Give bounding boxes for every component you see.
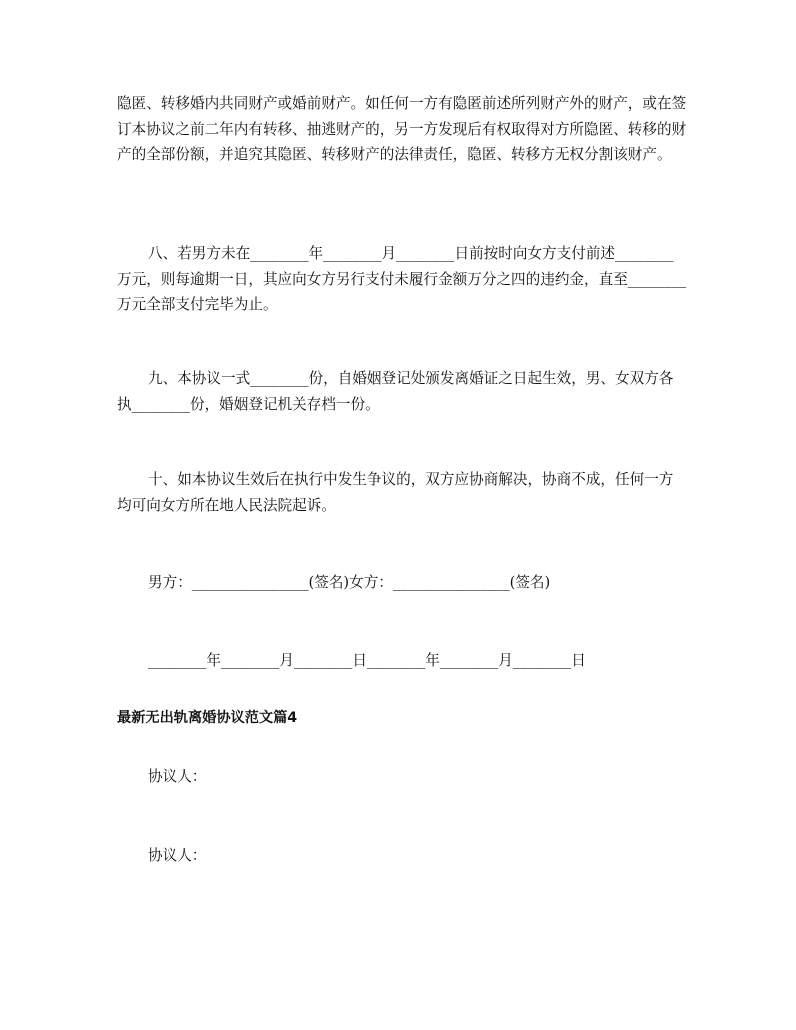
section-heading: 最新无出轨离婚协议范文篇4 <box>117 710 298 726</box>
party-label-second: 协议人： <box>148 847 207 864</box>
clause-eight-paragraph: 八、若男方未在________年________月________日前按时向女方支付前述________万元，则每逾期一日，其应向女方另行支付未履行金额万分之四的违约金，直至________万元全部支付完毕为止。 <box>117 245 687 313</box>
party-label-first: 协议人： <box>148 768 207 785</box>
clause-nine-paragraph: 九、本协议一式________份，自婚姻登记处颁发离婚证之日起生效，男、女双方各执________份，婚姻登记机关存档一份。 <box>117 370 674 413</box>
date-line: ________年________月________日________年________月________日 <box>148 652 586 669</box>
paragraph-property-concealment: 隐匿、转移婚内共同财产或婚前财产。如任何一方有隐匿前述所列财产外的财产，或在签订本协议之前二年内有转移、抽逃财产的，另一方发现后有权取得对方所隐匿、转移的财产的全部份额，并追究其隐匿、转移财产的法律责任，隐匿、转移方无权分割该财产。 <box>117 95 687 163</box>
signature-line: 男方：________________(签名)女方：________________(签名) <box>148 574 551 591</box>
clause-ten-paragraph: 十、如本协议生效后在执行中发生争议的，双方应协商解决，协商不成，任何一方均可向女方所在地人民法院起诉。 <box>117 471 674 514</box>
